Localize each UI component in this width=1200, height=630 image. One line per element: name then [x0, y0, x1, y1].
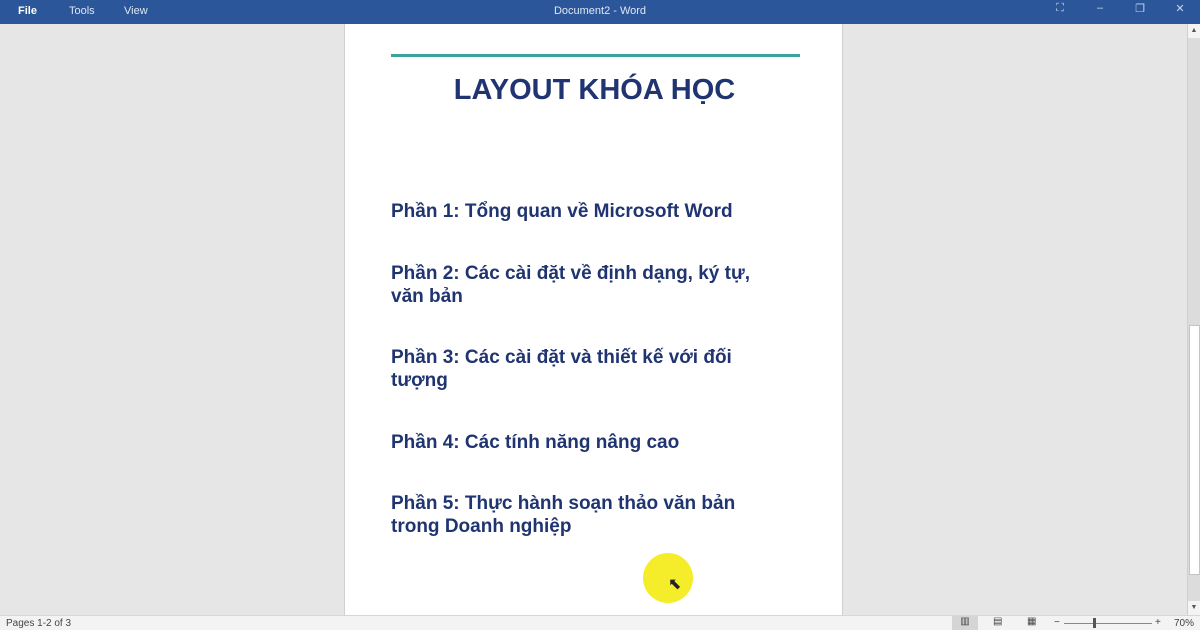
- vertical-scrollbar[interactable]: [1187, 24, 1200, 615]
- minimize-button[interactable]: –: [1096, 2, 1104, 14]
- scroll-up-icon[interactable]: ▲: [1188, 24, 1200, 38]
- status-bar: [0, 615, 1200, 630]
- title-rule: [391, 54, 800, 57]
- fullscreen-icon[interactable]: ⛶: [1056, 2, 1064, 14]
- menu-file[interactable]: File: [18, 5, 37, 17]
- zoom-slider-thumb[interactable]: [1093, 618, 1096, 628]
- zoom-out-button[interactable]: −: [1054, 617, 1060, 628]
- document-title: LAYOUT KHÓA HỌC: [453, 74, 736, 106]
- scrollbar-thumb[interactable]: [1189, 325, 1200, 575]
- section-heading: Phần 3: Các cài đặt và thiết kế với đối tượng: [391, 347, 732, 391]
- mouse-pointer-icon: ⬉: [668, 576, 682, 593]
- document-page[interactable]: [344, 24, 843, 615]
- title-bar: [0, 0, 1200, 24]
- section-heading: Phần 2: Các cài đặt về định dạng, ký tự, văn bản: [391, 263, 751, 307]
- menu-tools[interactable]: Tools: [69, 5, 95, 17]
- zoom-slider[interactable]: [1064, 623, 1152, 624]
- read-mode-icon[interactable]: ▥: [952, 616, 978, 630]
- section-heading: Phần 5: Thực hành soạn thảo văn bản trong Doanh nghiệp: [391, 493, 736, 537]
- restore-button[interactable]: ❐: [1135, 3, 1145, 15]
- web-layout-icon[interactable]: ▦: [1027, 616, 1037, 627]
- zoom-level[interactable]: 70%: [1174, 618, 1195, 629]
- scroll-down-icon[interactable]: ▼: [1188, 601, 1200, 615]
- window-title: Document2 - Word: [553, 5, 647, 17]
- section-heading: Phần 4: Các tính năng nâng cao: [391, 432, 680, 453]
- page-count: Pages 1-2 of 3: [6, 618, 72, 629]
- print-layout-icon[interactable]: ▤: [993, 616, 1003, 627]
- zoom-in-button[interactable]: +: [1155, 617, 1161, 628]
- close-button[interactable]: ✕: [1175, 3, 1185, 15]
- menu-view[interactable]: View: [124, 5, 148, 17]
- section-heading: Phần 1: Tổng quan về Microsoft Word: [391, 201, 733, 222]
